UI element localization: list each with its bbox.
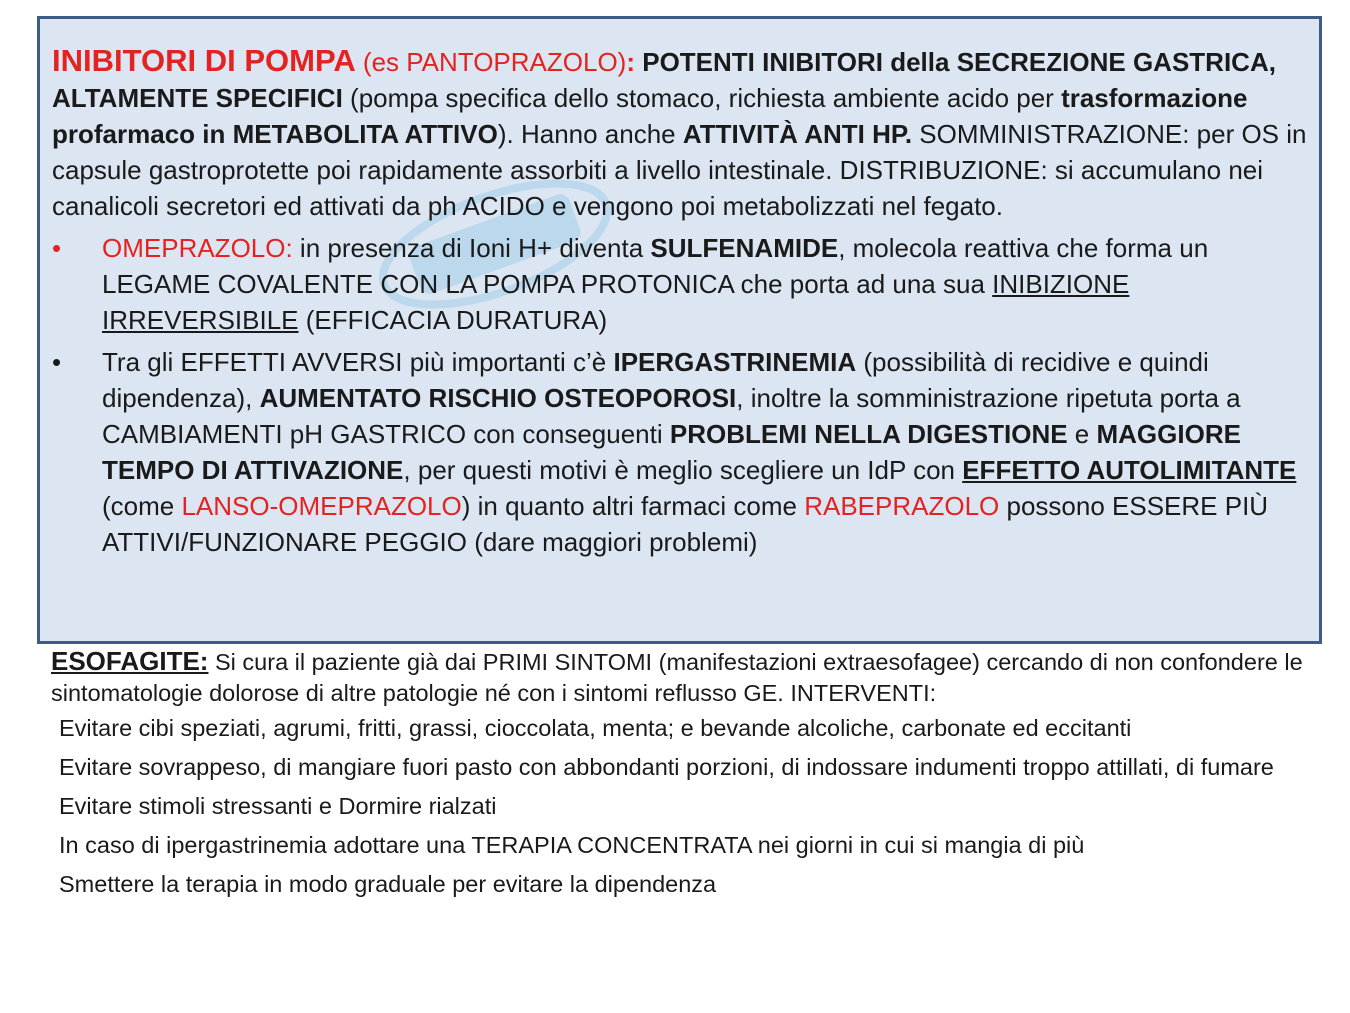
intro-bold-1: POTENTI INIBITORI della SECREZIONE GASTRICA, ALTAMENTE SPECIFICI xyxy=(52,47,1276,113)
interventions-list xyxy=(59,713,1321,900)
b2-bold-underline: EFFETTO AUTOLIMITANTE xyxy=(962,455,1297,485)
b2-bold-3: PROBLEMI NELLA DIGESTIONE xyxy=(669,419,1068,449)
b1-text-3: (EFFICACIA DURATURA) xyxy=(298,305,608,335)
b2-text-6: (come xyxy=(102,491,182,521)
b2-text-1: Tra gli EFFETTI AVVERSI più importanti c’è xyxy=(102,347,614,377)
list-item: Smettere la terapia in modo graduale per evitare la dipendenza xyxy=(59,871,717,897)
b1-bold-1: SULFENAMIDE xyxy=(650,233,839,263)
b2-bold-4: MAGGIORE TEMPO DI ATTIVAZIONE xyxy=(102,419,1241,485)
intro-text-1: (pompa specifica dello stomaco, richiesta ambiente acido per xyxy=(342,83,1062,113)
bullet-marker: • xyxy=(52,347,62,377)
esofagite-section xyxy=(51,646,1321,908)
bullet-marker: • xyxy=(52,233,62,263)
title-colon: : xyxy=(626,47,636,77)
list-item: Evitare cibi speziati, agrumi, fritti, grassi, cioccolata, menta; e bevande alcoliche, carbonate ed eccitanti xyxy=(59,715,1132,741)
omeprazolo-label: OMEPRAZOLO: xyxy=(102,233,293,263)
b2-red-1: LANSO-OMEPRAZOLO xyxy=(181,491,462,521)
bullet-list xyxy=(52,230,1314,560)
b2-bold-2: AUMENTATO RISCHIO OSTEOPOROSI xyxy=(259,383,737,413)
bullet-item-omeprazolo xyxy=(52,230,1314,338)
esofagite-paragraph xyxy=(51,646,1321,709)
intro-bold-2: trasformazione profarmaco in METABOLITA ATTIVO xyxy=(52,83,1248,149)
title-example: (es PANTOPRAZOLO) xyxy=(355,47,627,77)
b2-text-7: ) in quanto altri farmaci come xyxy=(461,491,805,521)
b2-text-3: , inoltre la somministrazione ripetuta porta a CAMBIAMENTI pH GASTRICO con conseguenti xyxy=(102,383,1241,449)
b1-text-1: in presenza di Ioni H+ diventa xyxy=(292,233,651,263)
b2-bold-1: IPERGASTRINEMIA xyxy=(613,347,857,377)
bullet-item-effetti-avversi xyxy=(52,344,1314,560)
intro-bold-3: ATTIVITÀ ANTI HP. xyxy=(682,119,913,149)
b2-text-8: possono ESSERE PIÙ ATTIVI/FUNZIONARE PEGGIO (dare maggiori problemi) xyxy=(102,491,1269,557)
list-item: Evitare sovrappeso, di mangiare fuori pasto con abbondanti porzioni, di indossare indumenti troppo attillati, di fumare xyxy=(59,754,1274,780)
intro-text-3: SOMMINISTRAZIONE: per OS in capsule gastroprotette poi rapidamente assorbiti a livello intestinale. DISTRIBUZIONE: si accumulano nei canalicoli secretori ed attivati da ph ACIDO e vengono poi metabolizzati nel fegato. xyxy=(52,119,1307,221)
intro-text-2: ). Hanno anche xyxy=(497,119,683,149)
highlight-box xyxy=(37,16,1322,644)
b2-text-5: , per questi motivi è meglio scegliere un IdP con xyxy=(403,455,963,485)
section-title: INIBITORI DI POMPA xyxy=(52,43,356,78)
list-item: In caso di ipergastrinemia adottare una TERAPIA CONCENTRATA nei giorni in cui si mangia di più xyxy=(59,832,1085,858)
b1-text-2: , molecola reattiva che forma un LEGAME COVALENTE CON LA POMPA PROTONICA che porta ad una sua xyxy=(102,233,1209,299)
esofagite-label: ESOFAGITE: xyxy=(51,646,209,676)
b2-text-2: (possibilità di recidive e quindi dipendenza), xyxy=(102,347,1209,413)
b2-red-2: RABEPRAZOLO xyxy=(804,491,1000,521)
b2-text-4: e xyxy=(1067,419,1097,449)
b1-underline-1: INIBIZIONE IRREVERSIBILE xyxy=(102,269,1130,335)
esofagite-text: Si cura il paziente già dai PRIMI SINTOMI (manifestazioni extraesofagee) cercando di non confondere le sintomatologie dolorose di altre patologie né con i sintomi reflusso GE. INTERVENTI: xyxy=(51,649,1303,706)
intro-paragraph xyxy=(52,43,1314,224)
list-item: Evitare stimoli stressanti e Dormire rialzati xyxy=(59,793,497,819)
